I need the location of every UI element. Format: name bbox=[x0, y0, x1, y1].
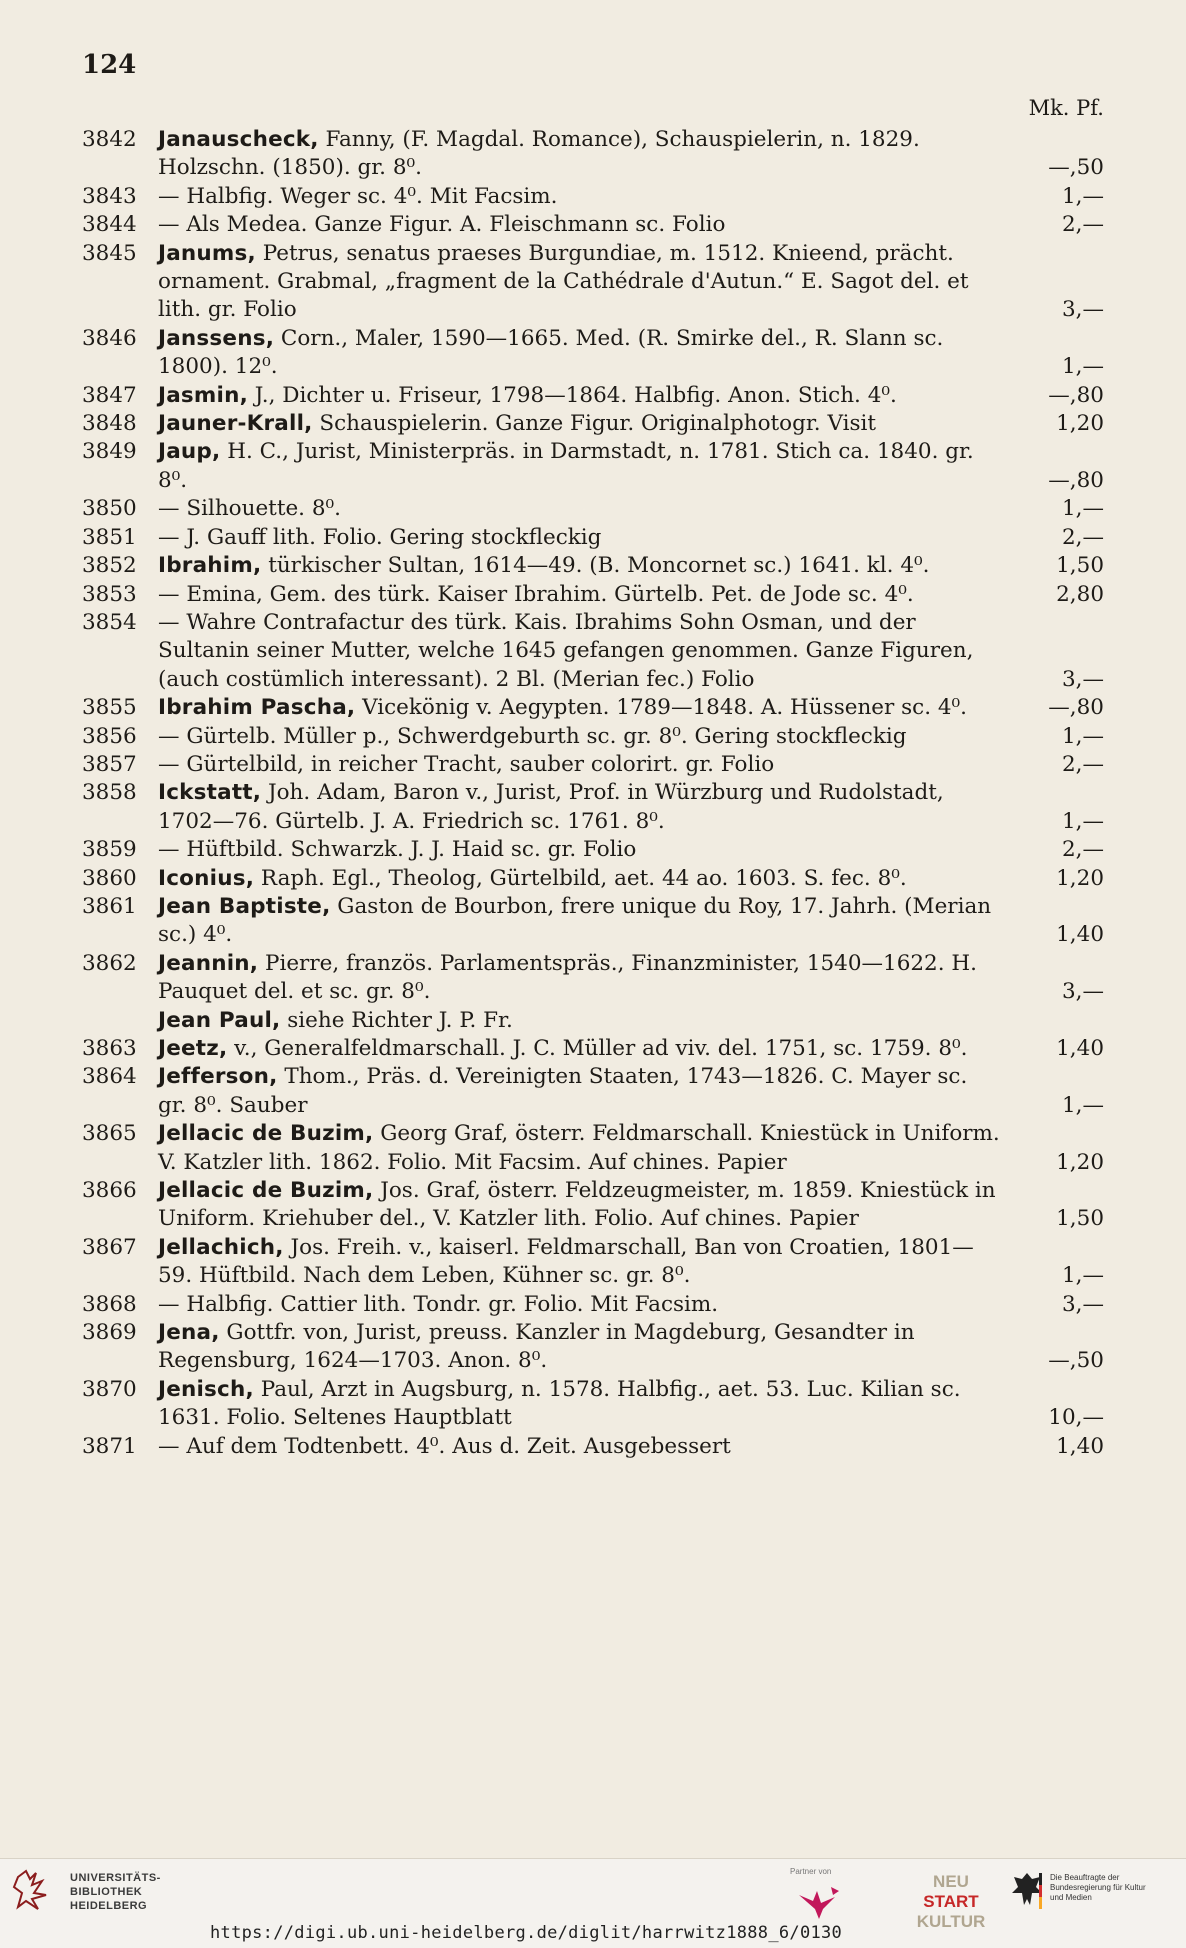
entry-number: 3852 bbox=[82, 553, 137, 579]
page-url-link[interactable]: https://digi.ub.uni-heidelberg.de/diglit/harrwitz1888_6/0130 bbox=[210, 1923, 843, 1943]
entry-number: 3846 bbox=[82, 325, 137, 351]
entry-description bbox=[158, 893, 1008, 950]
entry-description bbox=[158, 240, 1008, 325]
entry-description bbox=[158, 410, 1008, 438]
entry-price: 10,— bbox=[1048, 1405, 1104, 1431]
entry-price: 1,40 bbox=[1056, 1036, 1104, 1061]
entry-description bbox=[158, 524, 1008, 552]
entry-description bbox=[158, 1063, 1008, 1120]
entry-price: 1,— bbox=[1061, 496, 1104, 522]
catalog-entry bbox=[82, 1035, 1104, 1063]
entry-price: —,80 bbox=[1048, 467, 1104, 493]
entry-price: 1,— bbox=[1061, 183, 1104, 209]
entry-description bbox=[158, 779, 1008, 836]
library-name bbox=[70, 1871, 161, 1913]
entry-price: —,50 bbox=[1048, 1348, 1104, 1374]
entry-name: Jaup, bbox=[158, 439, 221, 465]
entry-price: 1,20 bbox=[1056, 1149, 1104, 1175]
entry-number: 3849 bbox=[82, 439, 137, 465]
catalog-entry bbox=[82, 836, 1104, 864]
catalog-entry bbox=[82, 552, 1104, 580]
entry-price: 2,— bbox=[1061, 212, 1104, 238]
entry-name: Jenisch, bbox=[158, 1376, 254, 1402]
entry-description bbox=[158, 438, 1008, 495]
entry-price: 1,— bbox=[1061, 354, 1104, 380]
catalog-entry bbox=[82, 723, 1104, 751]
catalog-entry bbox=[82, 751, 1104, 779]
entry-number: 3850 bbox=[82, 496, 137, 522]
entry-number: 3865 bbox=[82, 1121, 137, 1147]
catalog-entry bbox=[82, 893, 1104, 950]
entry-text: Petrus, senatus praeses Burgundiae, m. 1512. Knieend, prächt. ornament. Grabmal, „fragment de la Cathédrale d'Autun.“ E. Sagot del. et lith. gr. Folio bbox=[158, 240, 969, 323]
entry-text: H. C., Jurist, Ministerpräs. in Darmstadt, n. 1781. Stich ca. 1840. gr. 8⁰. bbox=[158, 439, 974, 493]
entry-description bbox=[158, 325, 1008, 382]
entry-name: Jean Paul, bbox=[158, 1007, 281, 1033]
entry-text: — Emina, Gem. des türk. Kaiser Ibrahim. Gürtelb. Pet. de Jode sc. 4⁰. bbox=[158, 581, 914, 607]
bkm-text: Die Beauftragte der Bundesregierung für Kultur und Medien bbox=[1050, 1873, 1146, 1902]
entry-name: Jeetz, bbox=[158, 1036, 228, 1061]
entry-text: Jos. Graf, österr. Feldzeugmeister, m. 1859. Kniestück in Uniform. Kriehuber del., V. Katzler lith. Folio. Auf chines. Papier bbox=[158, 1178, 996, 1232]
entry-name: Jeannin, bbox=[158, 950, 259, 976]
entry-description bbox=[158, 581, 1008, 609]
entry-text: Gaston de Bourbon, frere unique du Roy, 17. Jahrh. (Merian sc.) 4⁰. bbox=[158, 893, 992, 948]
university-seal-icon bbox=[12, 1867, 52, 1913]
entry-number: 3870 bbox=[82, 1376, 137, 1402]
catalog-entry bbox=[82, 410, 1104, 438]
entry-number: 3855 bbox=[82, 695, 137, 721]
catalog-entry bbox=[82, 1291, 1104, 1319]
entry-description bbox=[158, 1007, 1008, 1035]
entry-name: Janums, bbox=[158, 240, 256, 266]
entry-price: 2,— bbox=[1061, 751, 1104, 777]
catalog-entry bbox=[82, 240, 1104, 325]
catalog-entry bbox=[82, 126, 1104, 183]
entry-text: Schauspielerin. Ganze Figur. Originalphotogr. Visit bbox=[312, 411, 877, 437]
neustart-line-1: NEU bbox=[933, 1872, 969, 1891]
entry-text: — Wahre Contrafactur des türk. Kais. Ibrahims Sohn Osman, und der Sultanin seiner Mutter, welche 1645 gefangen genommen. Ganze Figuren, (auch costümlich interessant). 2 Bl. (Merian fec.) Folio bbox=[158, 609, 974, 692]
entry-description bbox=[158, 495, 1008, 523]
entry-description bbox=[158, 609, 1008, 694]
catalog-entry bbox=[82, 609, 1104, 694]
entry-price: —,50 bbox=[1048, 155, 1104, 181]
entry-description bbox=[158, 865, 1008, 893]
entry-number: 3854 bbox=[82, 609, 137, 635]
entry-name: Jellachich, bbox=[158, 1234, 284, 1260]
entry-number: 3853 bbox=[82, 581, 137, 607]
entry-number: 3851 bbox=[82, 524, 137, 550]
entry-number: 3856 bbox=[82, 723, 137, 749]
entry-name: Jean Baptiste, bbox=[158, 893, 331, 919]
entry-description bbox=[158, 211, 1008, 239]
entry-text: Pierre, französ. Parlamentspräs., Finanzminister, 1540—1622. H. Pauquet del. et sc. gr. 8⁰. bbox=[158, 950, 977, 1005]
entry-number: 3845 bbox=[82, 240, 137, 266]
entry-number: 3861 bbox=[82, 893, 137, 919]
entry-description bbox=[158, 552, 1008, 580]
entry-price: 1,— bbox=[1061, 1263, 1104, 1289]
entry-price: 2,— bbox=[1061, 524, 1104, 550]
entry-description bbox=[158, 1234, 1008, 1291]
entry-text: — Halbfig. Cattier lith. Tondr. gr. Folio. Mit Facsim. bbox=[158, 1291, 719, 1317]
entry-price: —,80 bbox=[1048, 382, 1104, 408]
entry-number: 3860 bbox=[82, 865, 137, 891]
entry-name: Ickstatt, bbox=[158, 780, 262, 806]
entry-name: Janssens, bbox=[158, 325, 275, 351]
catalog-entry bbox=[82, 1234, 1104, 1291]
entry-text: Vicekönig v. Aegypten. 1789—1848. A. Hüssener sc. 4⁰. bbox=[355, 695, 968, 721]
entry-name: Jena, bbox=[158, 1320, 220, 1346]
catalog-entry bbox=[82, 495, 1104, 523]
catalog-entry bbox=[82, 950, 1104, 1007]
entry-text: Thom., Präs. d. Vereinigten Staaten, 1743—1826. C. Mayer sc. gr. 8⁰. Sauber bbox=[158, 1064, 968, 1118]
catalog-entry bbox=[82, 1433, 1104, 1461]
entry-text: Jos. Freih. v., kaiserl. Feldmarschall, Ban von Croatien, 1801—59. Hüftbild. Nach dem Leben, Kühner sc. gr. 8⁰. bbox=[158, 1234, 974, 1289]
library-line-3: HEIDELBERG bbox=[70, 1900, 148, 1912]
catalog-entry bbox=[82, 581, 1104, 609]
entry-description bbox=[158, 1376, 1008, 1433]
entry-description bbox=[158, 126, 1008, 183]
catalog-entry bbox=[82, 211, 1104, 239]
entry-number: 3862 bbox=[82, 950, 137, 976]
entry-text: Fanny, (F. Magdal. Romance), Schauspielerin, n. 1829. Holzschn. (1850). gr. 8⁰. bbox=[158, 127, 920, 181]
entry-description bbox=[158, 1433, 1008, 1461]
entry-name: Iconius, bbox=[158, 865, 255, 891]
entry-description bbox=[158, 723, 1008, 751]
entry-text: J., Dichter u. Friseur, 1798—1864. Halbfig. Anon. Stich. 4⁰. bbox=[247, 382, 897, 408]
entry-number: 3857 bbox=[82, 751, 137, 777]
entry-price: 2,80 bbox=[1056, 581, 1104, 607]
catalog-entry bbox=[82, 1063, 1104, 1120]
entry-text: — Auf dem Todtenbett. 4⁰. Aus d. Zeit. Ausgebessert bbox=[158, 1433, 731, 1459]
catalog-entry bbox=[82, 382, 1104, 410]
catalog-entry bbox=[82, 865, 1104, 893]
entry-text: Paul, Arzt in Augsburg, n. 1578. Halbfig., aet. 53. Luc. Kilian sc. 1631. Folio. Seltenes Hauptblatt bbox=[158, 1376, 961, 1431]
page-number: 124 bbox=[82, 50, 137, 80]
entry-description bbox=[158, 694, 1008, 722]
entry-number: 3863 bbox=[82, 1036, 137, 1061]
entry-text: Gottfr. von, Jurist, preuss. Kanzler in Magdeburg, Gesandter in Regensburg, 1624—1703. Anon. 8⁰. bbox=[158, 1320, 915, 1374]
entry-text: Joh. Adam, Baron v., Jurist, Prof. in Würzburg und Rudolstadt, 1702—76. Gürtelb. J. A. Friedrich sc. 1761. 8⁰. bbox=[158, 780, 944, 834]
catalog-entry bbox=[82, 1319, 1104, 1376]
federal-eagle-icon bbox=[1010, 1869, 1044, 1917]
library-line-2: BIBLIOTHEK bbox=[70, 1886, 143, 1898]
entry-text: — Hüftbild. Schwarzk. J. J. Haid sc. gr. Folio bbox=[158, 837, 637, 863]
entry-number: 3843 bbox=[82, 183, 137, 209]
entry-text: — Gürtelb. Müller p., Schwerdgeburth sc. gr. 8⁰. Gering stockfleckig bbox=[158, 723, 907, 749]
entry-text: — Silhouette. 8⁰. bbox=[158, 496, 341, 522]
entry-description bbox=[158, 1035, 1008, 1063]
entry-name: Jauner-Krall, bbox=[158, 411, 313, 437]
entry-name: Jellacic de Buzim, bbox=[158, 1178, 374, 1204]
entry-number: 3867 bbox=[82, 1234, 137, 1260]
entry-price: 1,20 bbox=[1056, 411, 1104, 437]
entry-name: Jasmin, bbox=[158, 382, 248, 408]
entry-name: Ibrahim, bbox=[158, 553, 262, 579]
catalog-entry bbox=[82, 1177, 1104, 1234]
catalog-entries bbox=[82, 126, 1104, 1461]
entry-price: —,80 bbox=[1048, 695, 1104, 721]
entry-text: türkischer Sultan, 1614—49. (B. Moncornet sc.) 1641. kl. 4⁰. bbox=[261, 553, 930, 579]
entry-price: 1,40 bbox=[1056, 1433, 1104, 1459]
entry-description bbox=[158, 1120, 1008, 1177]
entry-description bbox=[158, 1291, 1008, 1319]
entry-name: Jellacic de Buzim, bbox=[158, 1121, 374, 1147]
entry-text: — Halbfig. Weger sc. 4⁰. Mit Facsim. bbox=[158, 183, 558, 209]
catalog-entry bbox=[82, 1120, 1104, 1177]
entry-price: 1,— bbox=[1061, 808, 1104, 834]
entry-text: — Gürtelbild, in reicher Tracht, sauber colorirt. gr. Folio bbox=[158, 751, 775, 777]
entry-number: 3869 bbox=[82, 1320, 137, 1346]
entry-number: 3859 bbox=[82, 837, 137, 863]
entry-description bbox=[158, 836, 1008, 864]
catalog-entry bbox=[82, 1007, 1104, 1035]
catalog-entry bbox=[82, 524, 1104, 552]
entry-number: 3847 bbox=[82, 382, 137, 408]
entry-description bbox=[158, 1177, 1008, 1234]
page-footer bbox=[0, 1858, 1186, 1948]
entry-number: 3848 bbox=[82, 411, 137, 437]
entry-text: Corn., Maler, 1590—1665. Med. (R. Smirke del., R. Slann sc. 1800). 12⁰. bbox=[158, 325, 944, 380]
entry-name: Jefferson, bbox=[158, 1064, 278, 1090]
entry-price: 3,— bbox=[1061, 666, 1104, 692]
catalog-entry bbox=[82, 694, 1104, 722]
entry-number: 3871 bbox=[82, 1433, 137, 1459]
neustart-line-3: KULTUR bbox=[916, 1912, 986, 1931]
entry-text: siehe Richter J. P. Fr. bbox=[280, 1007, 513, 1033]
entry-price: 1,40 bbox=[1056, 922, 1104, 948]
entry-name: Ibrahim Pascha, bbox=[158, 695, 356, 721]
partner-label: Partner von bbox=[790, 1867, 832, 1876]
entry-text: Georg Graf, österr. Feldmarschall. Kniestück in Uniform. V. Katzler lith. 1862. Folio. Mit Facsim. Auf chines. Papier bbox=[158, 1121, 1000, 1175]
entry-description bbox=[158, 1319, 1008, 1376]
neustart-line-2: START bbox=[923, 1892, 979, 1911]
entry-price: 3,— bbox=[1061, 297, 1104, 323]
entry-price: 3,— bbox=[1061, 979, 1104, 1005]
entry-description bbox=[158, 382, 1008, 410]
entry-price: 1,— bbox=[1061, 1092, 1104, 1118]
entry-number: 3842 bbox=[82, 127, 137, 152]
entry-text: — Als Medea. Ganze Figur. A. Fleischmann sc. Folio bbox=[158, 212, 726, 238]
catalog-entry bbox=[82, 1376, 1104, 1433]
catalog-entry bbox=[82, 779, 1104, 836]
catalog-entry bbox=[82, 183, 1104, 211]
entry-price: 1,— bbox=[1061, 723, 1104, 749]
entry-number: 3868 bbox=[82, 1291, 137, 1317]
entry-description bbox=[158, 751, 1008, 779]
entry-number: 3866 bbox=[82, 1178, 137, 1204]
entry-description bbox=[158, 183, 1008, 211]
entry-price: 3,— bbox=[1061, 1291, 1104, 1317]
entry-number: 3844 bbox=[82, 212, 137, 238]
library-line-1: UNIVERSITÄTS- bbox=[70, 1872, 161, 1884]
catalog-entry bbox=[82, 325, 1104, 382]
neustart-kultur-logo bbox=[912, 1867, 990, 1933]
price-column-header: Mk. Pf. bbox=[1028, 96, 1104, 120]
entry-text: v., Generalfeldmarschall. J. C. Müller ad viv. del. 1751, sc. 1759. 8⁰. bbox=[227, 1036, 968, 1061]
entry-number: 3864 bbox=[82, 1064, 137, 1090]
entry-name: Janauscheck, bbox=[158, 127, 319, 152]
entry-text: — J. Gauff lith. Folio. Gering stockfleckig bbox=[158, 524, 602, 550]
entry-price: 1,50 bbox=[1056, 1206, 1104, 1232]
entry-number bbox=[82, 1007, 158, 1035]
entry-number: 3858 bbox=[82, 780, 137, 806]
partner-bird-icon bbox=[795, 1881, 845, 1923]
entry-price: 1,20 bbox=[1056, 865, 1104, 891]
catalog-entry bbox=[82, 438, 1104, 495]
entry-price: 2,— bbox=[1061, 837, 1104, 863]
entry-description bbox=[158, 950, 1008, 1007]
entry-text: Raph. Egl., Theolog, Gürtelbild, aet. 44 ao. 1603. S. fec. 8⁰. bbox=[254, 865, 907, 891]
entry-price: 1,50 bbox=[1056, 553, 1104, 579]
neustart-logo-graphic bbox=[912, 1867, 990, 1933]
